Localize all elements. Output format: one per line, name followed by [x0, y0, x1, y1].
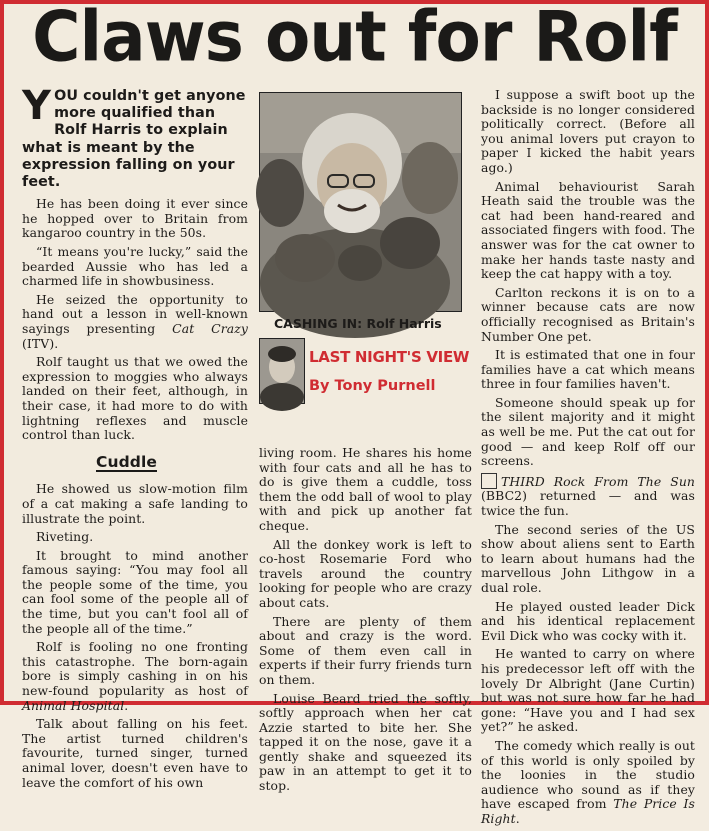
show-title: THIRD Rock From The Sun	[501, 473, 695, 489]
paragraph: The second series of the US show about aliens sent to Earth to learn about humans had the marvellous John Lithgow in a dual role.	[481, 521, 695, 595]
column-2	[259, 446, 472, 798]
columnist-photo	[259, 338, 305, 404]
show-title: Cat Crazy	[172, 320, 248, 336]
photo-caption: CASHING IN: Rolf Harris	[274, 316, 442, 331]
paragraph: It brought to mind another famous saying: “You may fool all the people some of the time, you can fool some of the people all of the time, but you can't fool all of the people all of the time.”	[22, 547, 248, 636]
column-name: LAST NIGHT'S VIEW	[309, 348, 470, 366]
byline: By Tony Purnell	[309, 378, 436, 394]
headline: Claws out for Rolf	[32, 0, 677, 78]
intro-text: OU couldn't get anyone more qualified than Rolf Harris to explain what is meant by the expression falling on your feet.	[22, 88, 246, 191]
square-bullet-icon	[481, 473, 497, 489]
paragraph: “It means you're lucky,” said the bearded Aussie who has led a charmed life in showbusiness.	[22, 244, 248, 289]
paragraph: He seized the opportunity to hand out a lesson in well-known sayings presenting Cat Crazy (ITV).	[22, 291, 248, 351]
paragraph: Someone should speak up for the silent majority and it might as well be me. Put the cat out for good — and keep Rolf off our screens.	[481, 394, 695, 469]
paragraph: He wanted to carry on where his predecessor left off with the lovely Dr Albright (Jane Curtin) but was not sure how far he had gone: “Have you and I had sex yet?” he asked.	[481, 646, 695, 735]
paragraph: Riveting.	[36, 529, 94, 545]
paragraph: He has been doing it ever since he hopped over to Britain from kangaroo country in the 50s.	[22, 196, 248, 241]
paragraph: All the donkey work is left to co-host Rosemarie Ford who travels around the country looking for people who are crazy about cats.	[259, 536, 472, 610]
paragraph: living room. He shares his home with four cats and all he has to do is give them a cuddle, toss them the odd ball of wool to play with and pick up another fat cheque.	[259, 445, 472, 533]
paragraph: He showed us slow-motion film of a cat making a safe landing to illustrate the point.	[22, 481, 248, 526]
paragraph: Carlton reckons it is on to a winner because cats are now officially recognised as Britain's Number One pet.	[481, 284, 695, 344]
paragraph: I suppose a swift boot up the backside is no longer considered politically correct. (Before all you animal lovers put crayon to paper I kicked the habit years ago.)	[481, 87, 695, 175]
paragraph: The comedy which really is out of this world is only spoiled by the loonies in the studio audience who sound as if they have escaped from The Price Is Right.	[481, 737, 696, 826]
paragraph: Animal behaviourist Sarah Heath said the trouble was the cat had been hand-reared and associated fingers with food. The answer was for the cat owner to make her hands taste nasty and keep the cat happy with a toy.	[481, 178, 695, 282]
paragraph: THIRD Rock From The Sun (BBC2) returned — and was twice the fun.	[481, 473, 695, 519]
paragraph: Louise Beard tried the softly, softly approach when her cat Azzie started to bite her. She tapped it on the nose, gave it a gently shake and squeezed its paw in an attempt to get it to stop.	[259, 690, 472, 794]
show-title: Animal Hospital	[22, 697, 125, 713]
intro-paragraph	[22, 83, 248, 191]
paragraph: Rolf taught us that we owed the expression to moggies who always landed on their feet, although, in their case, it had more to do with lightning reflexes and muscle control than luck.	[22, 354, 248, 443]
column-3	[481, 88, 695, 831]
paragraph: He played ousted leader Dick and his identical replacement Evil Dick who was cocky with it.	[481, 598, 695, 643]
photo-rolf-with-cats	[259, 92, 462, 312]
drop-cap: Y	[22, 83, 52, 129]
paragraph: It is estimated that one in four families have a cat which means three in four families haven't.	[481, 347, 695, 392]
paragraph: Talk about falling on his feet. The artist turned children's favourite, turned singer, turned animal lover, doesn't even have to leave the comfort of his own	[22, 716, 248, 790]
show-title: The Price Is Right	[481, 796, 696, 826]
paragraph: There are plenty of them about and crazy is the word. Some of them even call in experts if their furry friends turn on them.	[259, 613, 472, 687]
subheading: Cuddle	[96, 452, 158, 471]
column-1	[22, 83, 248, 794]
paragraph: Rolf is fooling no one fronting this catastrophe. The born-again bore is simply cashing in on his new-found popularity as host of Animal Hospital.	[22, 639, 248, 713]
